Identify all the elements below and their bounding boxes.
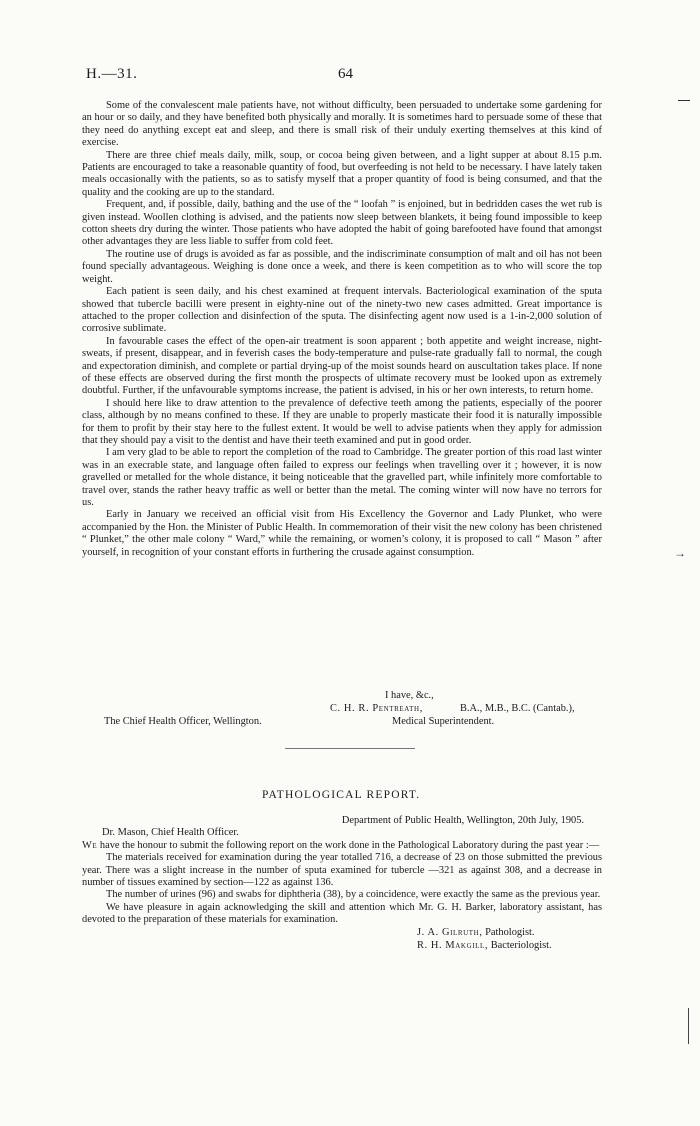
signer-name: R. H. Makgill, — [417, 939, 489, 951]
letter-paragraph: I am very glad to be able to report the completion of the road to Cambridge. The greater portion of this road last winter was in an execrable state, and language often failed to express our feelings when travelling over it ; however, it is now gravelled or metalled for the whole distance, it being noticeable that the gravelled part, while infinitely more comfortable to travel over, stands the rather heavy traffic as well or better than the metal. The coming winter will now have no terrors for us. — [82, 447, 602, 508]
letter-body — [82, 100, 602, 559]
closing: I have, &c., — [385, 690, 434, 701]
page-number: 64 — [338, 66, 353, 82]
margin-arrow-icon: → — [674, 546, 686, 560]
section-divider — [285, 748, 415, 749]
letter-paragraph: In favourable cases the effect of the open-air treatment is soon apparent ; both appetite and weight increase, night-sweats, if present, disappear, and in feverish cases the body-temperature and pulse-rate gradually fall to normal, the cough and expectoration diminish, and complete or partial drying-up of the moist sounds heard on auscultation takes place. If none of these effects are observed during the first month the prospects of ultimate recovery must be looked upon as extremely doubtful. Further, if the unfavourable symptoms increase, the patient is advised, in his or her own interests, to return home. — [82, 335, 602, 397]
letter-paragraph: Early in January we received an official visit from His Excellency the Governor and Lady Plunket, who were accompanied by the Hon. the Minister of Public Health. In commemoration of their visit the new colony has been christened “ Plunket,” the other male colony “ Ward,” while the remaining, or women’s colony, it is proposed to call “ Mason ” after yourself, in recognition of your constant efforts in furthering the crusade against consumption. — [82, 509, 602, 558]
opening-we: We — [82, 839, 98, 851]
document-reference: H.—31. — [86, 66, 138, 82]
margin-mark — [678, 100, 690, 101]
signer-role: Pathologist. — [485, 926, 535, 938]
report-paragraph: The materials received for examination during the year totalled 716, a decrease of 23 on those submitted the previous year. There was a slight increase in the number of sputa examined for tubercle —321 as against 308, and a decrease in number of tissues examined by section—122 as against 136. — [82, 852, 602, 889]
letter-paragraph: The routine use of drugs is avoided as far as possible, and the indiscriminate consumption of malt and oil has not been found specially advantageous. Weighing is done once a week, and there is keen competition as to who will score the top weight. — [82, 248, 602, 285]
signatory-title: Medical Superintendent. — [392, 716, 495, 727]
margin-bar — [688, 1008, 689, 1044]
report-opening — [82, 840, 602, 852]
opening-rest: have the honour to submit the following report on the work done in the Pathological Laboratory during the past year :— — [97, 839, 600, 851]
letter-paragraph: Frequent, and, if possible, daily, bathing and the use of the “ loofah ” is enjoined, but in bedridden cases the wet rub is given instead. Woollen clothing is advised, and the patients now sleep between blankets, it being found impossible to keep cotton sheets dry during the winter. Those patients who have adopted the habit of going barefooted have found that amongst other advantages they are less liable to suffer from cold feet. — [82, 199, 602, 248]
letter-paragraph: I should here like to draw attention to the prevalence of defective teeth among the patients, especially of the poorer class, although by no means confined to these. If they are unable to properly masticate their food it is naturally impossible for them to profit by their stay here to the fullest extent. It would be well to advise patients when they apply for admission that they should pay a visit to the dentist and have their teeth examined and put in good order. — [82, 397, 602, 446]
signer-line — [417, 927, 535, 939]
report-salutation: Dr. Mason, Chief Health Officer. — [102, 827, 239, 839]
letter-paragraph: There are three chief meals daily, milk, soup, or cocoa being given between, and a light supper at about 8.15 p.m. Patients are encouraged to take a reasonable quantity of food, but overfeeding is not held to be necessary. I have lately taken meals occasionally with the patients, so as to satisfy myself that a proper quantity of food is being consumed, and that the quality and the cooking are up to the standard. — [82, 149, 602, 198]
report-signers — [82, 927, 602, 953]
report-dateline: Department of Public Health, Wellington, 20th July, 1905. — [341, 815, 584, 826]
signatory-degrees: B.A., M.B., B.C. (Cantab.), — [460, 703, 575, 714]
letter-paragraph: Each patient is seen daily, and his chest examined at frequent intervals. Bacteriological examination of the sputa showed that tubercle bacilli were present in eighty-nine out of the ninety-two new cases admitted. Great importance is attached to the proper collection and disinfection of the sputa. The disinfecting agent now used is a 1-in-2,000 solution of corrosive sublimate. — [82, 286, 602, 335]
letter-paragraph: Some of the convalescent male patients have, not without difficulty, been persuaded to undertake some gardening for an hour or so daily, and they have benefited both physically and morally. It is sometimes hard to persuade some of these that they need do anything except eat and sleep, and there is small risk of their unduly exerting themselves at this kind of exercise. — [82, 100, 602, 149]
addressee: The Chief Health Officer, Wellington. — [104, 716, 262, 727]
letter-signature — [0, 690, 700, 730]
report-title: PATHOLOGICAL REPORT. — [262, 789, 421, 801]
signatory-name: C. H. R. Pentreath, — [330, 703, 423, 714]
report-body — [82, 815, 602, 953]
report-paragraph: We have pleasure in again acknowledging the skill and attention which Mr. G. H. Barker, laboratory assistant, has devoted to the preparation of these materials for examination. — [82, 901, 602, 926]
report-paragraph: The number of urines (96) and swabs for diphtheria (38), by a coincidence, were exactly the same as the previous year. — [106, 889, 601, 901]
signer-line — [417, 940, 552, 952]
signer-name: J. A. Gilruth, — [417, 926, 483, 938]
signer-role: Bacteriologist. — [490, 939, 552, 951]
